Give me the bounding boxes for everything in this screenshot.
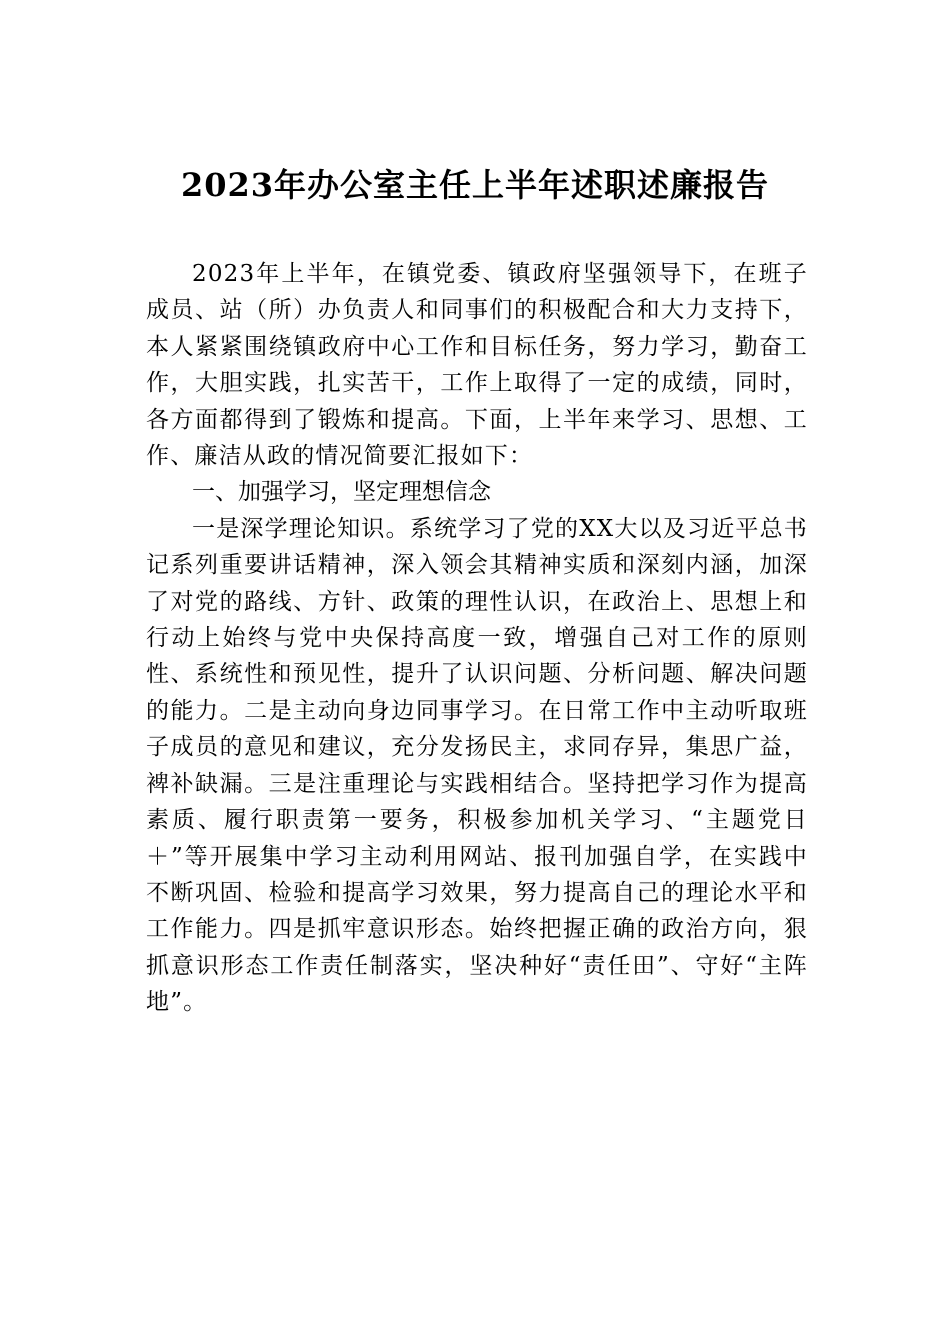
intro-paragraph: 2023年上半年，在镇党委、镇政府坚强领导下，在班子成员、站（所）办负责人和同事们的积极配合和大力支持下，本人紧紧围绕镇政府中心工作和目标任务，努力学习，勤奋工作，大胆实践，扎实苦干，工作上取得了一定的成绩，同时，各方面都得到了锻炼和提高。下面，上半年来学习、思想、工作、廉洁从政的情况简要汇报如下： <box>146 261 808 470</box>
document-title: 2023年办公室主任上半年述职述廉报告 <box>180 166 770 204</box>
section-heading-1: 一、加强学习，坚定理想信念 <box>192 479 491 506</box>
section-1-paragraph: 一是深学理论知识。系统学习了党的XX大以及习近平总书记系列重要讲话精神，深入领会其精神实质和深刻内涵，加深了对党的路线、方针、政策的理性认识，在政治上、思想上和行动上始终与党中央保持高度一致，增强自己对工作的原则性、系统性和预见性，提升了认识问题、分析问题、解决问题的能力。二是主动向身边同事学习。在日常工作中主动听取班子成员的意见和建议，充分发扬民主，求同存异，集思广益，裨补缺漏。三是注重理论与实践相结合。坚持把学习作为提高素质、履行职责第一要务，积极参加机关学习、“主题党日＋”等开展集中学习主动利用网站、报刊加强自学，在实践中不断巩固、检验和提高学习效果，努力提高自己的理论水平和工作能力。四是抓牢意识形态。始终把握正确的政治方向，狠抓意识形态工作责任制落实，坚决种好“责任田”、守好“主阵地”。 <box>146 515 808 1016</box>
document-body <box>146 256 808 1021</box>
